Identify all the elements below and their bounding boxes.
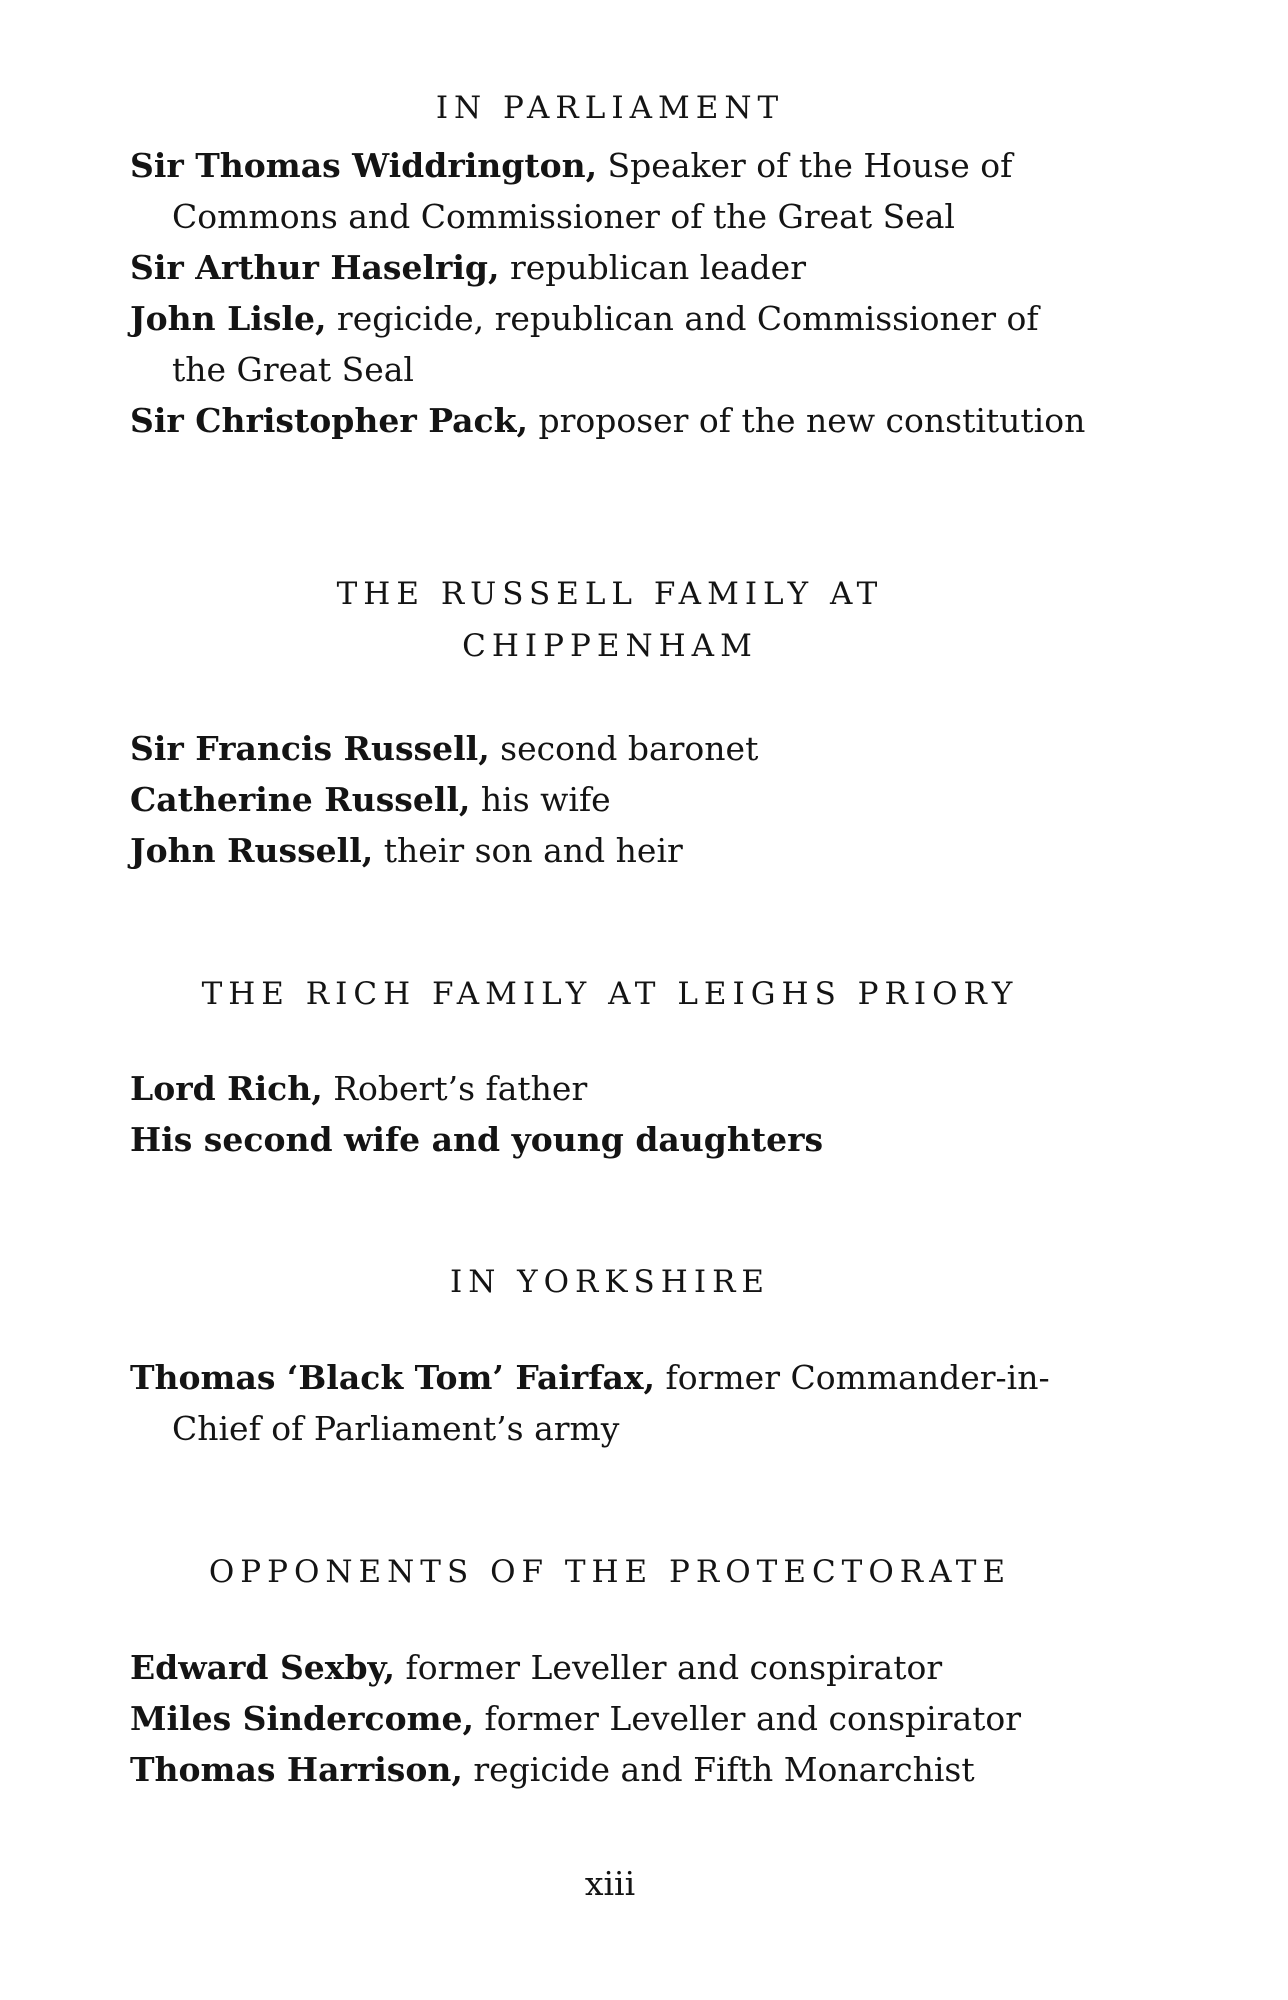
person-description: regicide and Fifth Monarchist	[462, 1750, 975, 1789]
person-description: Speaker of the House of	[597, 146, 1013, 185]
entry-thomas-harrison	[130, 1744, 1130, 1795]
person-name: Thomas ‘Black Tom’ Fairfax,	[130, 1358, 656, 1397]
heading-line: CHIPPENHAM	[462, 628, 758, 664]
person-description-continued: Commons and Commissioner of the Great Seal	[172, 197, 955, 236]
section-heading-rich-family	[0, 968, 1220, 1020]
person-description-continued: the Great Seal	[172, 350, 414, 389]
person-name: Sir Francis Russell,	[130, 729, 490, 768]
person-name: John Lisle,	[130, 299, 327, 338]
person-description: proposer of the new constitution	[527, 401, 1086, 440]
person-description: his wife	[470, 780, 611, 819]
person-description: their son and heir	[373, 831, 683, 870]
heading-line: IN YORKSHIRE	[449, 1264, 771, 1300]
entry-thomas-widdrington	[130, 140, 1130, 242]
section-heading-in-parliament	[0, 82, 1220, 134]
heading-line: THE RICH FAMILY AT LEIGHS PRIORY	[201, 976, 1019, 1012]
section-heading-russell-family	[0, 568, 1220, 672]
person-name: Edward Sexby,	[130, 1648, 396, 1687]
person-description: former Leveller and conspirator	[474, 1699, 1022, 1738]
person-description-continued: Chief of Parliament’s army	[172, 1409, 620, 1448]
entry-edward-sexby	[130, 1642, 1130, 1693]
person-name: Catherine Russell,	[130, 780, 471, 819]
section-heading-opponents	[0, 1546, 1220, 1598]
person-description: Robert’s father	[322, 1069, 588, 1108]
person-description: former Commander-in-	[655, 1358, 1050, 1397]
heading-line: OPPONENTS OF THE PROTECTORATE	[208, 1554, 1012, 1590]
entry-thomas-fairfax	[130, 1352, 1130, 1454]
entry-miles-sindercome	[130, 1693, 1130, 1744]
section-heading-in-yorkshire	[0, 1256, 1220, 1308]
entry-second-wife-daughters	[130, 1114, 1130, 1165]
page-number: xiii	[584, 1864, 636, 1903]
person-name: Sir Thomas Widdrington,	[130, 146, 598, 185]
person-name: Thomas Harrison,	[130, 1750, 463, 1789]
person-name: Sir Arthur Haselrig,	[130, 248, 500, 287]
person-name: John Russell,	[130, 831, 374, 870]
heading-line: IN PARLIAMENT	[435, 90, 785, 126]
person-description: republican leader	[499, 248, 806, 287]
entry-john-lisle	[130, 293, 1130, 395]
person-name: His second wife and young daughters	[130, 1120, 824, 1159]
entry-catherine-russell	[130, 774, 1130, 825]
person-name: Sir Christopher Pack,	[130, 401, 528, 440]
person-name: Miles Sindercome,	[130, 1699, 474, 1738]
entry-lord-rich	[130, 1063, 1130, 1114]
entry-christopher-pack	[130, 395, 1130, 446]
entry-john-russell	[130, 825, 1130, 876]
entry-arthur-haselrig	[130, 242, 1130, 293]
entry-francis-russell	[130, 723, 1130, 774]
person-description: regicide, republican and Commissioner of	[326, 299, 1039, 338]
person-name: Lord Rich,	[130, 1069, 323, 1108]
person-description: former Leveller and conspirator	[395, 1648, 943, 1687]
heading-line: THE RUSSELL FAMILY AT	[336, 576, 884, 612]
person-description: second baronet	[489, 729, 759, 768]
